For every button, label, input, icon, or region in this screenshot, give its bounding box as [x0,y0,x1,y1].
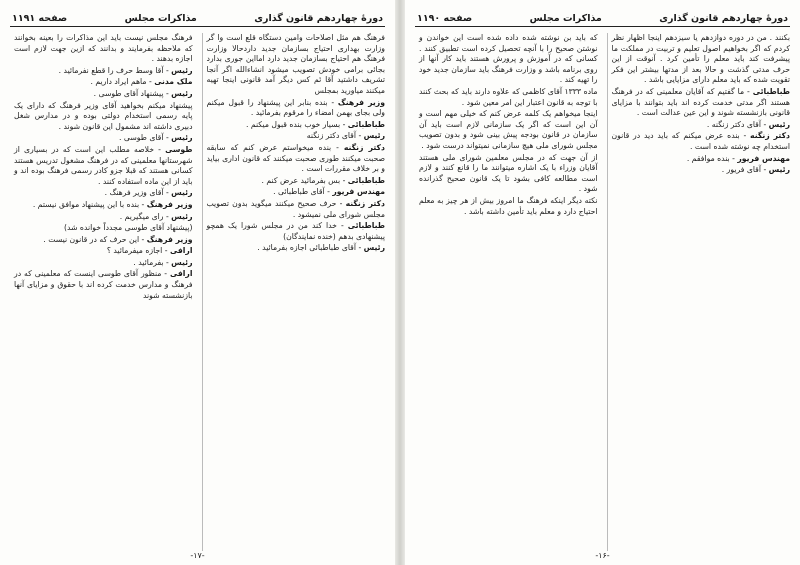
left-page [0,0,395,565]
paragraph [419,196,598,217]
paragraph [14,223,193,234]
paragraph [419,153,598,195]
paragraph: طوسی - خلاصه مطلب این است که در بسیاری از شهرستانها معلمینی که در فرهنگ مشغول تدریس هستند کسانی هستند که قبلا جزو کادر رسمی فرهنگ بوده اند و باید از این ماده استفاده کنند . [14,144,193,186]
speaker-name: رئیس [171,188,193,198]
speaker-name: رئیس [768,165,790,175]
paragraph-text: پیشنهاد میکنم بخواهید آقای وزیر فرهنگ که دارای یک پایه رسمی استخدام دولتی بوده و در مدارس شغل دبیری داشته اند مشمول این قانون شوند . [14,100,193,131]
speaker-name: رئیس [363,131,385,141]
paragraph: وزیر فرهنگ - این حرف که در قانون نیست . [43,234,193,244]
text-column [607,33,791,551]
paragraph: رئیس - آقای دکتر زنگنه [306,131,385,141]
paragraph-text: بکنند . من در دوره دوازدهم یا سیزدهم اینجا اظهار نظر کردم که اگر بخواهیم اصول تعلیم و تربیت در مملکت ما پیشرفت کند باید معلم را تأمین کرد . آنوقت از این حرف مدتی گذشت و حالا بعد از مدتها بیشتر این فکر تقویت شده که باید معلم دارای مزایایی باشد . [611,33,790,85]
text-column [202,33,386,551]
paragraph-text: این حرف که در قانون نیست . [43,234,140,244]
paragraph-text: بنده بنابر این پیشنهاد را قبول میکنم ولی بجای بهمن امضاء را مرقوم بفرمائید . [206,97,385,118]
paragraph: وزیر فرهنگ - بنده با این پیشنهاد موافق نیستم . [32,199,193,209]
paragraph: طباطبائی - بسیار خوب بنده قبول میکنم . [245,119,385,129]
paragraph-text: بنده موافقم . [686,153,730,163]
speaker-name: رئیس [171,88,193,98]
left-page-number: -۱۷- [190,551,205,560]
speaker-name: مهندس فریور [737,153,790,163]
paragraph-text: آقای فریور . [721,165,761,175]
speaker-name: وزیر فرهنگ [337,97,385,107]
paragraph: ملک مدنی - ماهم ایراد داریم . [90,77,193,87]
right-header-page-label: صفحه ۱۱۹۰ [417,13,473,24]
paragraph: رئیس - آقای فریور . [721,165,790,175]
speaker-name: رئیس [363,243,385,253]
paragraph-text: آقای طباطبائی . [273,187,325,197]
left-header-right: دورهٔ چهاردهم قانون گذاری [254,13,383,24]
paragraph: رئیس - آقای وزیر فرهنگ . [104,188,193,198]
paragraph: دکتر زنگنه - حرف صحیح میکنند میگوید بدون تصویب مجلس شورای ملی نمیشود . [206,198,385,219]
paragraph-text: ماهم ایراد داریم . [90,77,147,87]
speaker-name: طباطبائی [752,86,790,96]
paragraph: مهندس فریور - بنده موافقم . [686,153,790,163]
speaker-name: رئیس [171,257,193,267]
left-header-page-label: صفحه ۱۱۹۱ [12,13,68,24]
paragraph: وزیر فرهنگ - بنده بنابر این پیشنهاد را قبول میکنم ولی بجای بهمن امضاء را مرقوم بفرمائید . [206,97,385,118]
paragraph [419,87,598,108]
speaker-name: ارافی [169,246,193,256]
paragraph-text: ما گفتیم که آقایان معلمینی که در فرهنگ هستند اگر مدتی خدمت کرده اند باید بتوانند با مزایای قانونی بازنشسته شوند و این عین عدالت است . [611,86,790,118]
speaker-name: مهندس فریور [332,187,385,197]
speaker-name: رئیس [171,65,193,75]
paragraph-text: بسیار خوب بنده قبول میکنم . [245,119,341,129]
left-header-center: مذاکرات مجلس [124,13,197,24]
paragraph: ارافی - اجازه میفرمائید ؟ [106,246,193,256]
paragraph-text: اجازه میفرمائید ؟ [106,246,163,256]
paragraph [612,33,791,86]
paragraph: رئیس - پیشنهاد آقای طوسی . [93,88,193,98]
speaker-name: رئیس [768,119,790,129]
right-header-right: دورهٔ چهاردهم قانون گذاری [659,13,788,24]
paragraph: طباطبائی - ما گفتیم که آقایان معلمینی که در فرهنگ هستند اگر مدتی خدمت کرده اند باید بتوانند با مزایای قانونی بازنشسته شوند و این عین عدالت است . [611,86,790,118]
paragraph-text: بفرمائید . [133,257,164,267]
speaker-name: رئیس [171,211,193,221]
paragraph [14,101,193,133]
paragraph-text: نکته دیگر اینکه فرهنگ ما امروز بیش از هر چیز به معلم احتیاج دارد و معلم باید تأمین داشته باشد . [419,195,598,216]
paragraph-text: از آن جهت که در مجلس معلمین شورای ملی هستند آقایان وزراء با یک اشاره میتوانند ما را قانع کنند و لازم است مطالعه کافی بشود تا یک قانون صحیح گذرانده شود . [419,152,598,194]
paragraph: رئیس - بفرمائید . [133,257,193,267]
paragraph: رئیس - رای میگیریم . [119,211,193,221]
paragraph-text: خلاصه مطلب این است که در بسیاری از شهرستانها معلمینی که در فرهنگ مشغول تدریس هستند کسانی هستند که قبلا جزو کادر رسمی فرهنگ بوده اند و باید از این ماده استفاده کنند . [14,144,193,186]
speaker-name: وزیر فرهنگ [146,234,193,244]
paragraph: طباطبائی - خدا کند من در مجلس شورا یک همچو پیشنهادی بدهم (خنده نمایندگان) [206,221,385,241]
right-page [405,0,800,565]
speaker-name: طباطبائی [347,175,385,185]
paragraph-text: آقای وزیر فرهنگ . [104,188,164,198]
left-page-header [10,6,385,27]
paragraph-text: آقای طوسی . [119,133,164,143]
paragraph-text: آقای دکتر زنگنه [306,131,356,141]
paragraph-text: حرف صحیح میکنند میگوید بدون تصویب مجلس شورای ملی نمیشود . [206,198,385,219]
right-page-number: -۱۶- [595,551,610,560]
right-header-center: مذاکرات مجلس [529,13,602,24]
speaker-name: دکتر زنگنه [345,198,385,208]
paragraph-text: آقای دکتر زنگنه . [706,119,761,129]
paragraph [419,109,598,151]
paragraph-text: پیشنهاد آقای طوسی . [93,88,164,98]
paragraph: رئیس - آقای طوسی . [119,133,193,143]
paragraph-text: فرهنگ مجلس نیست باید این مذاکرات را بعینه بخوانند که ملاحظه بفرمایند و بدانند که ازین جهت لازم است اجازه بدهند . [14,33,193,64]
paragraph: رئیس - آقای طباطبائی اجازه بفرمائید . [257,243,385,253]
paragraph-text: آقا وسط حرف را قطع نفرمائید . [58,65,164,75]
paragraph [207,33,386,97]
paragraph-text: بنده میخواستم عرض کنم که سابقه صحبت میکنند طوری صحبت میکنند که قانون اداری بیاید و بر خلاف مقررات است . [206,142,385,174]
paragraph-text: خدا کند من در مجلس شورا یک همچو پیشنهادی بدهم (خنده نمایندگان) [206,221,385,241]
text-column [415,33,598,551]
speaker-name: ملک مدنی [154,77,193,87]
paragraph-text: بس بفرمائید عرض کنم . [261,175,341,185]
speaker-name: طباطبائی [347,221,385,231]
paragraph [419,33,598,86]
text-column [10,33,193,551]
paragraph: رئیس - آقای دکتر زنگنه . [706,119,790,129]
paragraph-text: بنده با این پیشنهاد موافق نیستم . [32,199,140,209]
paragraph-text: که باید بن نوشته شده داده شده است این خواندن و نوشتن صحیح را با آنچه تحصیل کرده است تطبیق کنند . کسانی که در آموزش و پرورش هستند باید کار آنها از روی برنامه باشد و وزارت فرهنگ باید سازمان جدید خود را تهیه کند . [419,33,598,85]
paragraph: ارافی - منظور آقای طوسی اینست که معلمینی که در فرهنگ و مدارس خدمت کرده اند با حقوق و مزایای آنها بازنشسته شوند [14,269,193,300]
paragraph-text: ماده ۱۳۳۳ آقای کاظمی که علاوه دارند باید که بحث کنند با توجه به قانون اعتبار این امر معین شود . [419,86,598,107]
right-page-header [415,6,790,27]
paragraph [14,33,193,65]
book-gutter [395,0,405,565]
paragraph-text: بنده عرض میکنم که باید دید در قانون استخدام چه نوشته شده است . [611,131,790,151]
speaker-name: رئیس [171,133,193,143]
speaker-name: دکتر زنگنه [343,142,385,152]
paragraph: رئیس - آقا وسط حرف را قطع نفرمائید . [58,65,193,75]
paragraph: دکتر زنگنه - بنده میخواستم عرض کنم که سابقه صحبت میکنند طوری صحبت میکنند که قانون اداری بیاید و بر خلاف مقررات است . [206,142,385,174]
left-page-columns [10,33,385,551]
speaker-name: دکتر زنگنه [750,131,790,141]
right-page-columns [415,33,790,551]
paragraph-text: (پیشنهاد آقای طوسی مجدداً خوانده شد) [64,223,193,233]
speaker-name: طباطبائی [347,119,385,129]
paragraph: مهندس فریور - آقای طباطبائی . [273,187,385,197]
paragraph-text: اینجا میخواهم یک کلمه عرض کنم که خیلی مهم است و آن این است که اگر یک سازمانی لازم است باید آن سازمان در قانون بودجه پیش بینی شود و بدون تصویب مجلس شورای ملی هیچ سازمانی نمیتواند درست شود . [419,109,598,150]
speaker-name: طوسی [165,144,193,154]
speaker-name: وزیر فرهنگ [146,199,193,209]
paragraph-text: آقای طباطبائی اجازه بفرمائید . [257,243,356,253]
paragraph-text: منظور آقای طوسی اینست که معلمینی که در فرهنگ و مدارس خدمت کرده اند با حقوق و مزایای آنها بازنشسته شوند [14,269,193,300]
paragraph: طباطبائی - بس بفرمائید عرض کنم . [261,175,385,185]
paragraph-text: فرهنگ هم مثل اصلاحات وامین دستگاه قلع است وا گر وزارت بهداری احتیاج بسازمان جدید داردحالا وزارت فرهنگ هم احتیاج بسازمان جدید دارد امااین جوری بدارد بجائی برامی خودش تصویب میشود انشاءالله اگر آنجا تشریف داشتید آقا ئم کس دیگر آمد قانونی اینجا تهیه میکنند میاورید بمجلس [206,33,385,95]
speaker-name: ارافی [169,269,193,279]
paragraph-text: رای میگیریم . [119,211,164,221]
paragraph: دکتر زنگنه - بنده عرض میکنم که باید دید در قانون استخدام چه نوشته شده است . [611,131,790,151]
